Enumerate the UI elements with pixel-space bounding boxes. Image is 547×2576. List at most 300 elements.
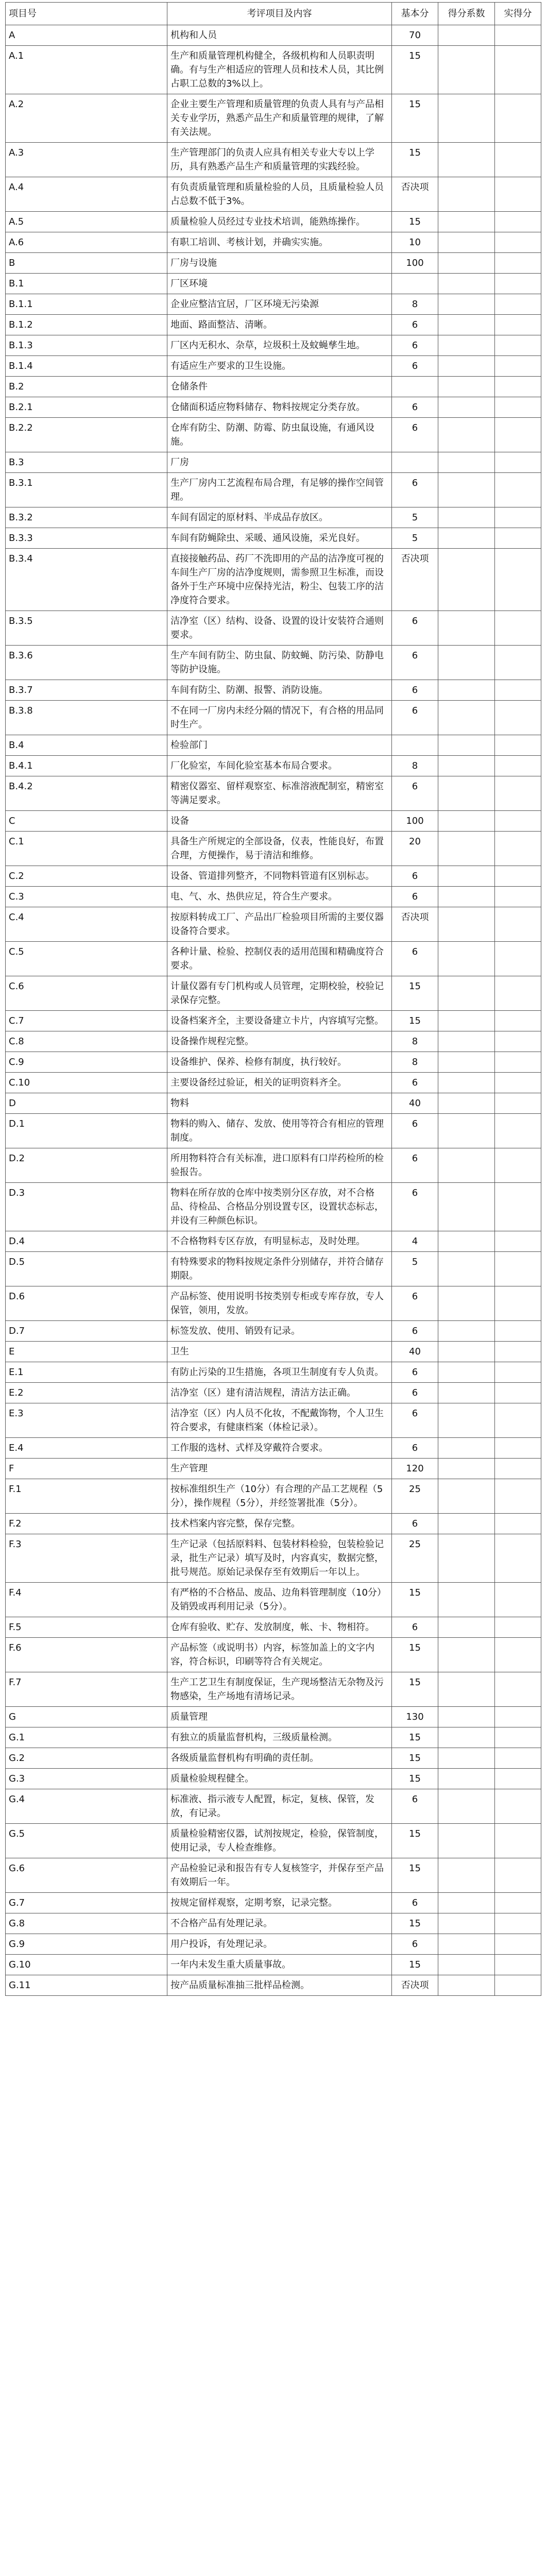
score-factor-cell [438,1183,495,1231]
score-factor-cell [438,274,495,294]
actual-score-cell [495,756,541,776]
table-row [6,507,541,528]
item-number-cell: G.11 [6,1975,167,1996]
actual-score-cell [495,1438,541,1459]
base-score-cell: 10 [392,232,438,253]
table-row [6,1534,541,1583]
table-row [6,1286,541,1321]
table-row [6,315,541,335]
item-content-cell: 车间有防蝇除虫、采暖、通风设施，采光良好。 [167,528,392,549]
table-row [6,1031,541,1052]
table-row [6,1617,541,1638]
header-base-score: 基本分 [392,3,438,25]
score-factor-cell [438,1955,495,1975]
item-content-cell: 生产管理部门的负责人应具有相关专业大专以上学历，具有熟悉产品生产和质量管理的实践经验。 [167,143,392,177]
score-factor-cell [438,976,495,1011]
score-factor-cell [438,1252,495,1286]
item-number-cell: B.3.5 [6,611,167,646]
base-score-cell: 8 [392,294,438,315]
item-content-cell: 设备、管道排列整齐，不同物料管道有区别标志。 [167,866,392,887]
base-score-cell: 15 [392,1583,438,1617]
item-number-cell: C.5 [6,942,167,976]
item-content-cell: 生产工艺卫生有制度保证，生产现场整洁无杂物及污物感染，生产场地有清场记录。 [167,1672,392,1707]
item-content-cell: 有防止污染的卫生措施，各项卫生制度有专人负责。 [167,1362,392,1383]
table-row [6,1438,541,1459]
base-score-cell: 6 [392,1183,438,1231]
item-number-cell: C.1 [6,832,167,866]
item-content-cell: 生产厂房内工艺流程布局合理，有足够的操作空间管理。 [167,473,392,507]
actual-score-cell [495,1231,541,1252]
base-score-cell: 否决项 [392,177,438,212]
item-number-cell: B.1 [6,274,167,294]
score-factor-cell [438,1707,495,1727]
score-factor-cell [438,735,495,756]
actual-score-cell [495,646,541,680]
table-row [6,294,541,315]
item-content-cell: 具备生产所规定的全部设备，仪表，性能良好，布置合理，方便操作，易于清洁和维修。 [167,832,392,866]
actual-score-cell [495,143,541,177]
actual-score-cell [495,1011,541,1031]
item-number-cell: G.10 [6,1955,167,1975]
header-item-number: 项目号 [6,3,167,25]
actual-score-cell [495,735,541,756]
table-row [6,1183,541,1231]
item-number-cell: B.4.2 [6,776,167,811]
score-factor-cell [438,1583,495,1617]
score-factor-cell [438,1052,495,1073]
score-factor-cell [438,1975,495,1996]
score-factor-cell [438,701,495,735]
base-score-cell: 6 [392,397,438,418]
item-number-cell: F.2 [6,1514,167,1534]
score-factor-cell [438,680,495,701]
base-score-cell [392,452,438,473]
score-factor-cell [438,1858,495,1893]
base-score-cell: 6 [392,866,438,887]
item-content-cell: 卫生 [167,1342,392,1362]
score-factor-cell [438,866,495,887]
item-number-cell: B [6,253,167,274]
score-factor-cell [438,1913,495,1934]
item-number-cell: D.7 [6,1321,167,1342]
item-number-cell: C.9 [6,1052,167,1073]
actual-score-cell [495,1913,541,1934]
item-content-cell: 有适应生产要求的卫生设施。 [167,356,392,377]
item-content-cell: 有职工培训、考核计划，并确实实施。 [167,232,392,253]
actual-score-cell [495,1383,541,1403]
item-content-cell: 设备 [167,811,392,832]
item-content-cell: 地面、路面整洁、清晰。 [167,315,392,335]
item-content-cell: 质量检验人员经过专业技术培训，能熟练操作。 [167,212,392,232]
actual-score-cell [495,1183,541,1231]
actual-score-cell [495,294,541,315]
item-number-cell: C.7 [6,1011,167,1031]
base-score-cell: 100 [392,253,438,274]
base-score-cell: 6 [392,1362,438,1383]
actual-score-cell [495,680,541,701]
item-number-cell: C.3 [6,887,167,907]
table-row [6,253,541,274]
base-score-cell: 6 [392,776,438,811]
item-number-cell: E.1 [6,1362,167,1383]
actual-score-cell [495,611,541,646]
score-factor-cell [438,1479,495,1514]
base-score-cell: 40 [392,1342,438,1362]
item-content-cell: 按产品质量标准抽三批样品检测。 [167,1975,392,1996]
score-factor-cell [438,1514,495,1534]
item-content-cell: 产品标签、使用说明书按类别专柜或专库存放，专人保管，领用，发放。 [167,1286,392,1321]
base-score-cell: 15 [392,143,438,177]
item-content-cell: 生产记录（包括原料料、包装材料检验，包装检验记录，批生产记录）填写及时，内容真实，数据完整，批号规范。原始记录保存至有效期后一年以上。 [167,1534,392,1583]
item-number-cell: B.4 [6,735,167,756]
score-factor-cell [438,1031,495,1052]
score-factor-cell [438,473,495,507]
base-score-cell: 6 [392,1514,438,1534]
actual-score-cell [495,1321,541,1342]
score-factor-cell [438,646,495,680]
base-score-cell: 130 [392,1707,438,1727]
table-row [6,418,541,452]
base-score-cell: 6 [392,315,438,335]
table-body [6,25,541,1996]
base-score-cell: 15 [392,1748,438,1769]
actual-score-cell [495,473,541,507]
base-score-cell: 15 [392,1858,438,1893]
table-row [6,335,541,356]
score-factor-cell [438,1727,495,1748]
table-row [6,377,541,397]
item-number-cell: C.8 [6,1031,167,1052]
table-row [6,1114,541,1148]
item-content-cell: 设备维护、保养、检修有制度，执行较好。 [167,1052,392,1073]
item-number-cell: B.2.1 [6,397,167,418]
table-row [6,1913,541,1934]
item-number-cell: G.6 [6,1858,167,1893]
base-score-cell: 6 [392,356,438,377]
actual-score-cell [495,1934,541,1955]
score-factor-cell [438,1748,495,1769]
table-row [6,1824,541,1858]
item-number-cell: F.1 [6,1479,167,1514]
item-content-cell: 按标准组织生产（10分）有合理的产品工艺规程（5分），操作规程（5分），并经签署批准（5分）。 [167,1479,392,1514]
item-content-cell: 物料 [167,1093,392,1114]
item-number-cell: F [6,1459,167,1479]
item-number-cell: G.7 [6,1893,167,1913]
score-factor-cell [438,1093,495,1114]
actual-score-cell [495,335,541,356]
base-score-cell: 否决项 [392,549,438,611]
actual-score-cell [495,1286,541,1321]
score-factor-cell [438,1534,495,1583]
header-content: 考评项目及内容 [167,3,392,25]
item-number-cell: G.2 [6,1748,167,1769]
score-factor-cell [438,1438,495,1459]
score-factor-cell [438,1362,495,1383]
item-number-cell: G.3 [6,1769,167,1789]
actual-score-cell [495,232,541,253]
table-row [6,611,541,646]
table-row [6,680,541,701]
scoring-table [5,2,541,1996]
score-factor-cell [438,907,495,942]
score-factor-cell [438,335,495,356]
base-score-cell: 15 [392,1769,438,1789]
score-factor-cell [438,452,495,473]
item-content-cell: 电、气、水、热供应足，符合生产要求。 [167,887,392,907]
table-row [6,776,541,811]
item-content-cell: 产品检验记录和报告有专人复核签字，并保存至产品有效期后一年。 [167,1858,392,1893]
base-score-cell: 15 [392,46,438,94]
item-content-cell: 各级质量监督机构有明确的责任制。 [167,1748,392,1769]
table-row [6,397,541,418]
item-number-cell: C.6 [6,976,167,1011]
actual-score-cell [495,942,541,976]
item-number-cell: B.1.4 [6,356,167,377]
score-factor-cell [438,1459,495,1479]
item-number-cell: B.2.2 [6,418,167,452]
score-factor-cell [438,507,495,528]
table-row [6,1707,541,1727]
actual-score-cell [495,1789,541,1824]
item-number-cell: B.1.2 [6,315,167,335]
actual-score-cell [495,1052,541,1073]
actual-score-cell [495,507,541,528]
score-factor-cell [438,1383,495,1403]
item-number-cell: G [6,1707,167,1727]
base-score-cell: 20 [392,832,438,866]
table-row [6,177,541,212]
base-score-cell: 15 [392,1638,438,1672]
actual-score-cell [495,1362,541,1383]
table-row [6,1093,541,1114]
table-row [6,46,541,94]
actual-score-cell [495,1672,541,1707]
item-content-cell: 仓库有验收、贮存、发放制度，帐、卡、物相符。 [167,1617,392,1638]
score-factor-cell [438,1114,495,1148]
score-factor-cell [438,377,495,397]
header-actual-score: 实得分 [495,3,541,25]
table-row [6,1893,541,1913]
item-number-cell: D.5 [6,1252,167,1286]
score-factor-cell [438,356,495,377]
table-row [6,1459,541,1479]
item-number-cell: A.6 [6,232,167,253]
actual-score-cell [495,549,541,611]
base-score-cell: 6 [392,942,438,976]
score-factor-cell [438,549,495,611]
item-number-cell: C [6,811,167,832]
score-factor-cell [438,418,495,452]
base-score-cell: 5 [392,1252,438,1286]
base-score-cell: 6 [392,335,438,356]
base-score-cell [392,377,438,397]
item-content-cell: 生产和质量管理机构健全，各级机构和人员职责明确。有与生产相适应的管理人员和技术人员，其比例占职工总数的3%以上。 [167,46,392,94]
actual-score-cell [495,1148,541,1183]
item-content-cell: 质量检验规程健全。 [167,1769,392,1789]
item-content-cell: 厂化验室，车间化验室基本布局合要求。 [167,756,392,776]
actual-score-cell [495,1342,541,1362]
table-row [6,1789,541,1824]
base-score-cell [392,274,438,294]
item-content-cell: 主要设备经过验证，相关的证明资料齐全。 [167,1073,392,1093]
base-score-cell: 6 [392,1789,438,1824]
table-row [6,1231,541,1252]
actual-score-cell [495,315,541,335]
item-number-cell: A.1 [6,46,167,94]
base-score-cell: 5 [392,528,438,549]
actual-score-cell [495,1893,541,1913]
item-number-cell: D.2 [6,1148,167,1183]
table-row [6,1403,541,1438]
item-number-cell: E.3 [6,1403,167,1438]
actual-score-cell [495,212,541,232]
item-number-cell: D.1 [6,1114,167,1148]
actual-score-cell [495,1073,541,1093]
base-score-cell: 120 [392,1459,438,1479]
item-content-cell: 所用物料符合有关标准，进口原料有口岸药检所的检验报告。 [167,1148,392,1183]
score-factor-cell [438,315,495,335]
item-content-cell: 设备操作规程完整。 [167,1031,392,1052]
score-factor-cell [438,1321,495,1342]
table-row [6,1514,541,1534]
base-score-cell: 15 [392,1672,438,1707]
item-content-cell: 检验部门 [167,735,392,756]
actual-score-cell [495,1955,541,1975]
score-factor-cell [438,1769,495,1789]
actual-score-cell [495,1479,541,1514]
item-content-cell: 质量管理 [167,1707,392,1727]
base-score-cell: 6 [392,680,438,701]
item-content-cell: 厂房 [167,452,392,473]
score-factor-cell [438,177,495,212]
actual-score-cell [495,701,541,735]
table-row [6,1342,541,1362]
item-number-cell: B.1.1 [6,294,167,315]
item-number-cell: F.5 [6,1617,167,1638]
score-factor-cell [438,1672,495,1707]
table-row [6,1769,541,1789]
score-factor-cell [438,1286,495,1321]
score-factor-cell [438,253,495,274]
item-number-cell: C.4 [6,907,167,942]
score-factor-cell [438,832,495,866]
base-score-cell: 6 [392,1321,438,1342]
base-score-cell: 40 [392,1093,438,1114]
item-content-cell: 按规定留样观察，定期考察，记录完整。 [167,1893,392,1913]
actual-score-cell [495,1114,541,1148]
actual-score-cell [495,811,541,832]
item-number-cell: A.3 [6,143,167,177]
item-content-cell: 厂区内无积水、杂草，垃圾积土及蚊蝇孳生地。 [167,335,392,356]
base-score-cell: 70 [392,25,438,46]
item-content-cell: 仓库有防尘、防潮、防霉、防虫鼠设施，有通风设施。 [167,418,392,452]
table-row [6,274,541,294]
item-content-cell: 物料的购入、储存、发放、使用等符合有相应的管理制度。 [167,1114,392,1148]
item-content-cell: 有负责质量管理和质量检验的人员，且质量检验人员占总数不低于3%。 [167,177,392,212]
item-content-cell: 标签发放、使用、销毁有记录。 [167,1321,392,1342]
item-number-cell: G.9 [6,1934,167,1955]
base-score-cell: 15 [392,1824,438,1858]
score-factor-cell [438,212,495,232]
score-factor-cell [438,528,495,549]
table-row [6,832,541,866]
score-factor-cell [438,1403,495,1438]
item-content-cell: 机构和人员 [167,25,392,46]
base-score-cell: 15 [392,1955,438,1975]
item-number-cell: G.5 [6,1824,167,1858]
item-content-cell: 各种计量、检验、控制仪表的适用范围和精确度符合要求。 [167,942,392,976]
actual-score-cell [495,356,541,377]
score-factor-cell [438,1934,495,1955]
item-content-cell: 计量仪器有专门机构或人员管理，定期校验，校验记录保存完整。 [167,976,392,1011]
table-row [6,1362,541,1383]
item-number-cell: F.3 [6,1534,167,1583]
item-content-cell: 精密仪器室、留样观察室、标准溶液配制室，精密室等满足要求。 [167,776,392,811]
base-score-cell: 8 [392,1052,438,1073]
actual-score-cell [495,452,541,473]
score-factor-cell [438,1638,495,1672]
table-row [6,976,541,1011]
item-content-cell: 企业主要生产管理和质量管理的负责人具有与产品相关专业学历，熟悉产品生产和质量管理的规律，了解有关法规。 [167,94,392,143]
actual-score-cell [495,1534,541,1583]
item-number-cell: B.4.1 [6,756,167,776]
actual-score-cell [495,976,541,1011]
score-factor-cell [438,25,495,46]
item-number-cell: B.3.3 [6,528,167,549]
header-score-factor: 得分系数 [438,3,495,25]
base-score-cell: 6 [392,1403,438,1438]
base-score-cell: 15 [392,1011,438,1031]
item-number-cell: D.6 [6,1286,167,1321]
score-factor-cell [438,776,495,811]
actual-score-cell [495,1975,541,1996]
actual-score-cell [495,832,541,866]
table-header-row [6,3,541,25]
item-number-cell: F.6 [6,1638,167,1672]
actual-score-cell [495,274,541,294]
table-row [6,907,541,942]
actual-score-cell [495,887,541,907]
score-factor-cell [438,811,495,832]
table-row [6,473,541,507]
item-content-cell: 标准液、指示液专人配置，标定，复核、保管，发放，有记录。 [167,1789,392,1824]
item-content-cell: 用户投诉，有处理记录。 [167,1934,392,1955]
item-number-cell: D.3 [6,1183,167,1231]
base-score-cell: 6 [392,473,438,507]
base-score-cell: 6 [392,1383,438,1403]
item-content-cell: 不合格产品有处理记录。 [167,1913,392,1934]
score-factor-cell [438,887,495,907]
base-score-cell: 6 [392,611,438,646]
actual-score-cell [495,1459,541,1479]
item-number-cell: D [6,1093,167,1114]
item-number-cell: B.3.8 [6,701,167,735]
item-number-cell: B.3 [6,452,167,473]
item-number-cell: A.4 [6,177,167,212]
item-content-cell: 不在同一厂房内未经分隔的情况下，有合格的用品同时生产。 [167,701,392,735]
score-factor-cell [438,1231,495,1252]
base-score-cell: 6 [392,1073,438,1093]
table-row [6,1583,541,1617]
item-number-cell: B.3.6 [6,646,167,680]
item-number-cell: B.1.3 [6,335,167,356]
base-score-cell: 6 [392,1934,438,1955]
base-score-cell: 6 [392,646,438,680]
actual-score-cell [495,94,541,143]
table-row [6,735,541,756]
base-score-cell [392,735,438,756]
score-factor-cell [438,1789,495,1824]
